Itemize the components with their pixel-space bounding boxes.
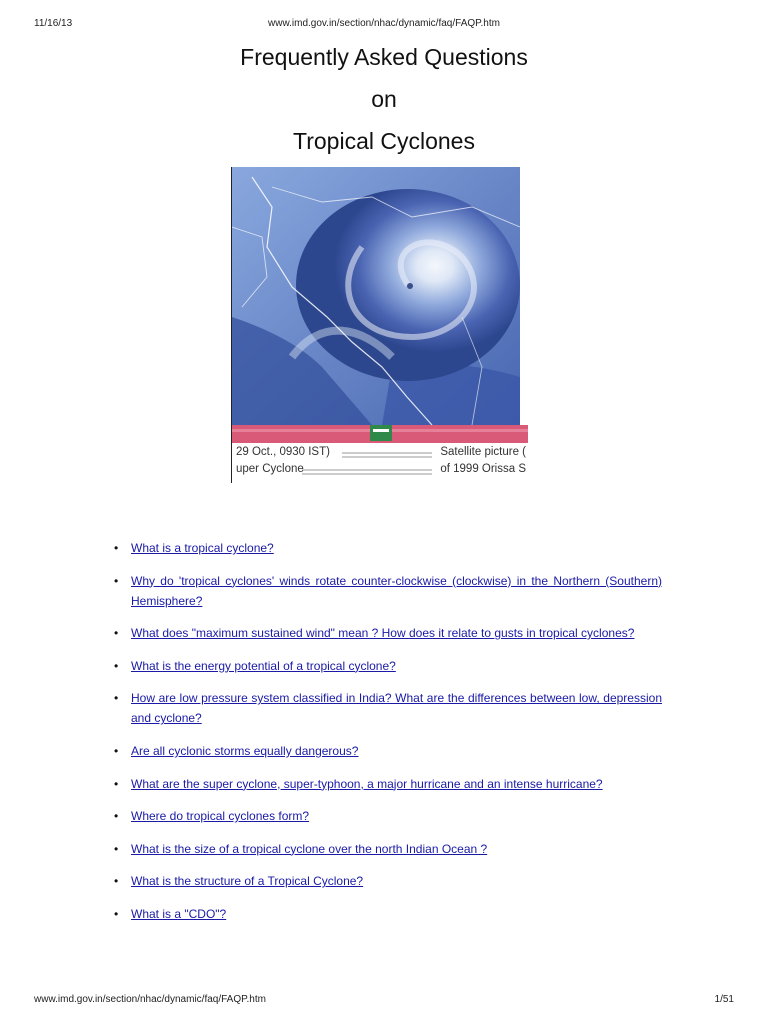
satellite-picture (232, 167, 528, 483)
faq-link[interactable]: What is the structure of a Tropical Cyclone? (131, 874, 364, 889)
print-url: www.imd.gov.in/section/nhac/dynamic/faq/FAQP.htm (268, 18, 500, 29)
bullet-icon: • (114, 776, 119, 791)
list-item (114, 538, 662, 558)
bullet-icon: • (114, 541, 119, 555)
list-item (114, 623, 662, 643)
print-date: 11/16/13 (34, 18, 73, 29)
list-item (114, 839, 662, 859)
list-item (114, 904, 662, 924)
bullet-icon: • (114, 809, 119, 824)
faq-link[interactable]: What does "maximum sustained wind" mean ? How does it relate to gusts in tropical cyclones? (131, 626, 635, 641)
faq-link[interactable]: Why do 'tropical cyclones' winds rotate counter-clockwise (clockwise) in the Northern (Southern) Hemisphere? (131, 573, 662, 608)
bullet-icon: • (114, 573, 119, 588)
caption-left-1: 29 Oct., 0930 IST) (236, 446, 330, 458)
list-item (114, 571, 662, 611)
caption-left-2: uper Cyclone (236, 463, 304, 475)
list-item (114, 871, 662, 891)
page-number: 1/51 (714, 994, 734, 1005)
faq-link[interactable]: How are low pressure system classified in India? What are the differences between low, depression and cyclone? (131, 691, 662, 726)
caption-row-2 (236, 463, 526, 479)
print-header (0, 18, 768, 32)
faq-link[interactable]: Are all cyclonic storms equally dangerous? (131, 743, 359, 758)
faq-link[interactable]: What is a "CDO"? (131, 906, 227, 921)
title-line-3: Tropical Cyclones (293, 128, 475, 154)
list-item (114, 806, 662, 826)
caption-right-1: Satellite picture ( (440, 446, 526, 458)
faq-link[interactable]: What is the size of a tropical cyclone over the north Indian Ocean ? (131, 841, 488, 856)
caption-right-2: of 1999 Orissa S (440, 463, 526, 475)
caption-row-1 (236, 446, 526, 462)
faq-link[interactable]: Where do tropical cyclones form? (131, 809, 310, 824)
page-title (0, 36, 768, 162)
list-item (114, 656, 662, 676)
satellite-image (231, 167, 529, 483)
bullet-icon: • (114, 658, 119, 673)
bullet-icon: • (114, 906, 119, 921)
footer-url: www.imd.gov.in/section/nhac/dynamic/faq/FAQP.htm (34, 994, 266, 1005)
bullet-icon: • (114, 743, 119, 758)
print-footer (0, 994, 768, 1008)
title-line-2: on (371, 86, 397, 112)
list-item (114, 774, 662, 794)
faq-link[interactable]: What are the super cyclone, super-typhoon, a major hurricane and an intense hurricane? (131, 776, 603, 791)
title-line-1: Frequently Asked Questions (240, 44, 528, 70)
bullet-icon: • (114, 691, 119, 706)
list-item (114, 688, 662, 728)
bullet-icon: • (114, 626, 119, 641)
faq-link[interactable]: What is the energy potential of a tropical cyclone? (131, 658, 396, 673)
bullet-icon: • (114, 874, 119, 889)
faq-list (114, 538, 662, 937)
faq-link[interactable]: What is a tropical cyclone? (131, 541, 274, 555)
bullet-icon: • (114, 841, 119, 856)
list-item (114, 741, 662, 761)
